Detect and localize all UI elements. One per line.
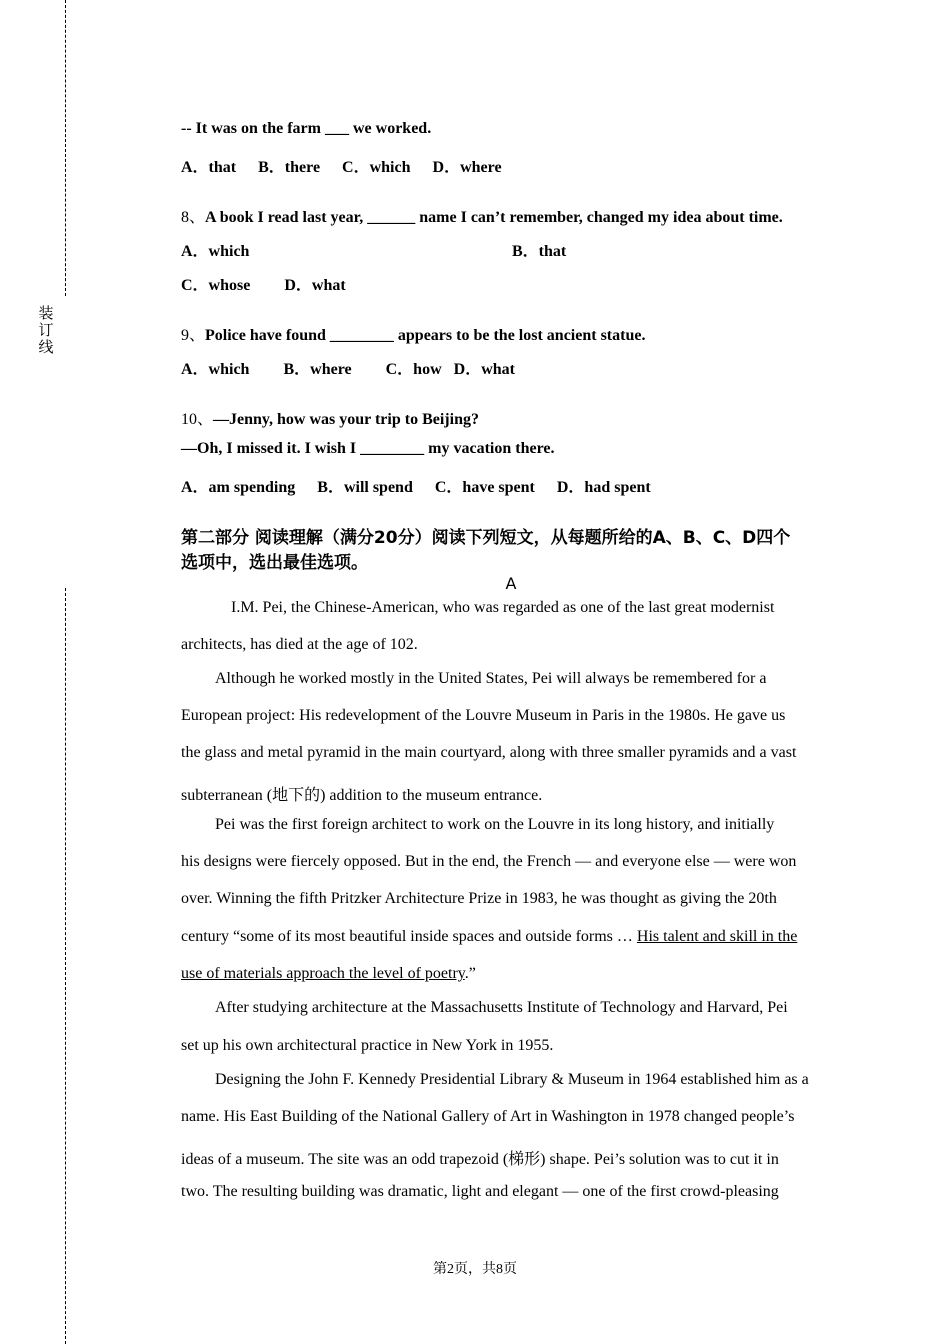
passage-line: I.M. Pei, the Chinese-American, who was regarded as one of the last great modernist [231, 599, 775, 616]
section-title: 选项中，选出最佳选项。 [181, 553, 368, 573]
question-stem: —Jenny, how was your trip to Beijing? [213, 411, 479, 428]
option-a: A．that [181, 159, 237, 176]
passage-line: European project: His redevelopment of the Louvre Museum in Paris in the 1980s. He gave us [181, 707, 786, 724]
passage-line: architects, has died at the age of 102. [181, 636, 418, 653]
option-a: A．am spending [181, 479, 296, 496]
passage-line: name. His East Building of the National Gallery of Art in Washington in 1978 changed people’s [181, 1108, 795, 1125]
question-options [181, 474, 651, 497]
question-stem: -- It was on the farm ___ we worked. [181, 120, 432, 137]
question-9 [181, 322, 645, 345]
passage-text: .” [464, 965, 476, 982]
passage-line: subterranean (地下的) addition to the museum entrance. [181, 787, 543, 804]
question-number: 8、 [181, 209, 206, 226]
option-c: C．have spent [434, 479, 535, 496]
option-d: D．where [432, 159, 502, 176]
passage-line: Although he worked mostly in the United States, Pei will always be remembered for a [215, 670, 767, 687]
option-d: D．what [453, 361, 515, 378]
option-b: B．that [512, 243, 567, 260]
passage-line: Designing the John F. Kennedy Presidential Library & Museum in 1964 established him as a [215, 1071, 809, 1088]
question-10 [181, 406, 479, 429]
underlined-sentence: use of materials approach the level of poetry [181, 965, 465, 982]
passage-line: his designs were fiercely opposed. But in the end, the French — and everyone else — were won [181, 853, 797, 870]
section-title: 第二部分 阅读理解（满分20分）阅读下列短文，从每题所给的A、B、C、D四个 [181, 528, 791, 548]
option-c: C．whose [181, 277, 251, 294]
question-stem: Police have found ________ appears to be the lost ancient statue. [205, 327, 646, 344]
passage-line: two. The resulting building was dramatic, light and elegant — one of the first crowd-pleasing [181, 1183, 779, 1200]
question-stem: A book I read last year, ______ name I can’t remember, changed my idea about time. [205, 209, 783, 226]
passage-line [181, 928, 797, 946]
underlined-sentence: His talent and skill in the [636, 928, 798, 945]
page-footer: 第2页，共8页 [433, 1262, 517, 1277]
question-number: 10、 [181, 411, 214, 428]
binding-label [38, 305, 54, 356]
question-options [181, 272, 346, 295]
question-stem: —Oh, I missed it. I wish I ________ my vacation there. [181, 440, 555, 457]
option-d: D．had spent [556, 479, 651, 496]
option-d: D．what [284, 277, 346, 294]
option-c: C．which [342, 159, 411, 176]
option-b: B．will spend [317, 479, 413, 496]
binding-char: 装 [38, 304, 54, 322]
option-a: A．which [181, 243, 250, 260]
passage-line: set up his own architectural practice in New York in 1955. [181, 1037, 554, 1054]
binding-char: 线 [38, 338, 54, 356]
passage-letter: A [505, 574, 517, 593]
passage-text: century “some of its most beautiful inside spaces and outside forms … [181, 928, 637, 945]
question-options [181, 154, 502, 177]
option-b: B．there [258, 159, 321, 176]
option-a: A．which [181, 361, 250, 378]
passage-line: ideas of a museum. The site was an odd trapezoid (梯形) shape. Pei’s solution was to cut it in [181, 1151, 779, 1168]
passage-line [181, 965, 476, 983]
binding-line [65, 588, 66, 1344]
option-b: B．where [283, 361, 352, 378]
passage-line: over. Winning the fifth Pritzker Architecture Prize in 1983, he was thought as giving the 20th [181, 890, 777, 907]
passage-line: the glass and metal pyramid in the main courtyard, along with three smaller pyramids and a vast [181, 744, 797, 761]
passage-line: Pei was the first foreign architect to work on the Louvre in its long history, and initially [215, 816, 775, 833]
binding-char: 订 [38, 321, 54, 339]
binding-line [65, 0, 66, 296]
passage-line: After studying architecture at the Massachusetts Institute of Technology and Harvard, Pei [215, 999, 788, 1016]
question-number: 9、 [181, 327, 206, 344]
question-options [181, 356, 515, 379]
question-8 [181, 204, 783, 227]
option-c: C．how [385, 361, 442, 378]
